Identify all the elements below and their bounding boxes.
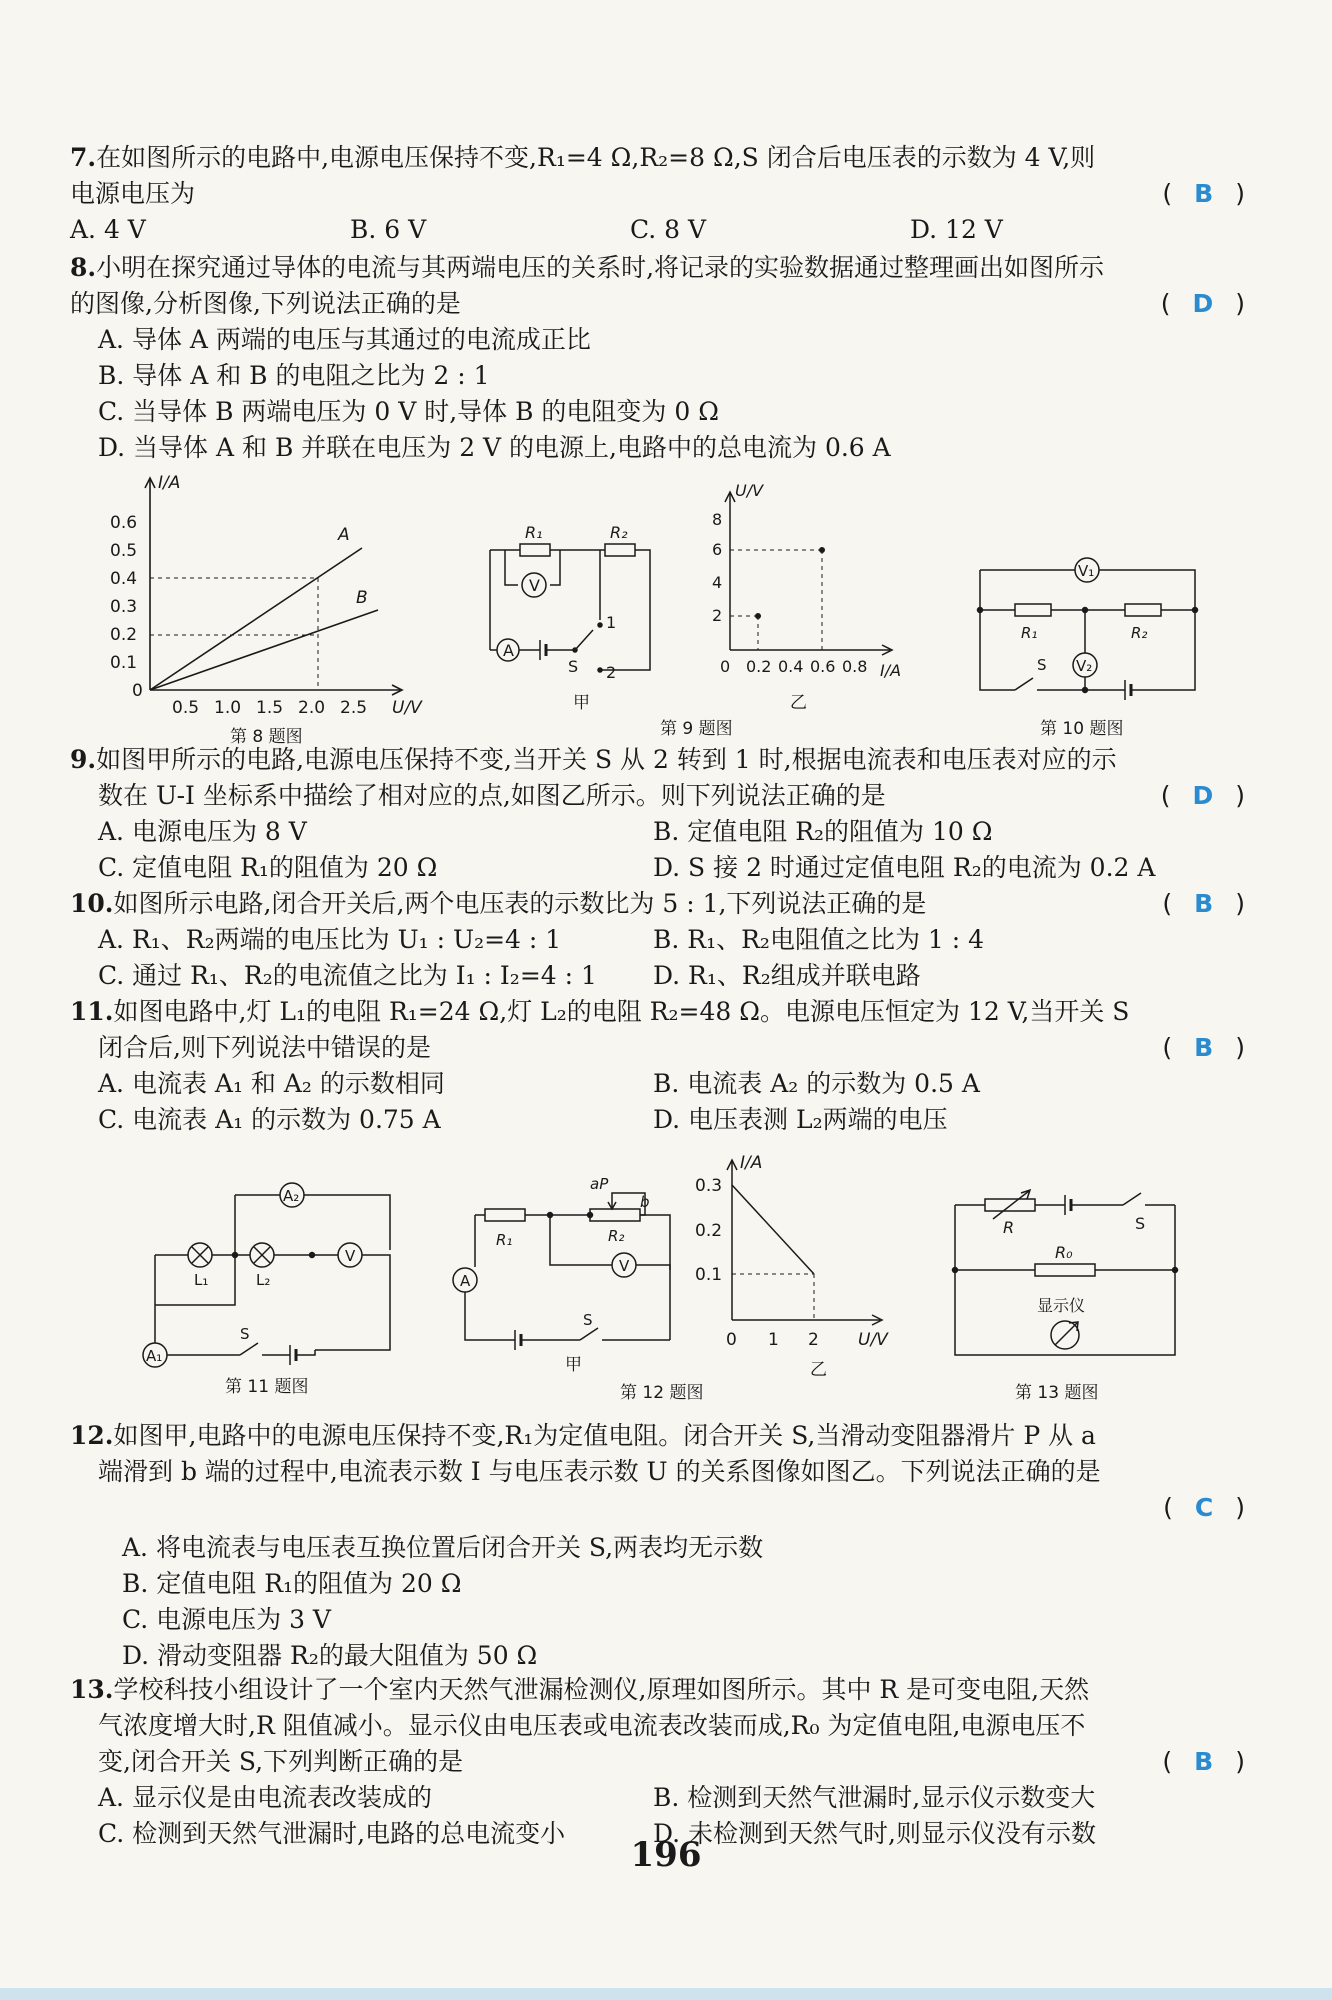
y-axis-label: U/V: [735, 481, 764, 500]
option-c: C. 电流表 A₁ 的示数为 0.75 A: [98, 1105, 441, 1134]
figure-12-jia-label: 甲: [565, 1355, 582, 1375]
x-axis-label: U/V: [392, 698, 422, 718]
i-u-line: [732, 1185, 814, 1274]
y-tick: 0.6: [110, 513, 138, 533]
option-c: C. 检测到天然气泄漏时,电路的总电流变小: [98, 1819, 566, 1848]
line-a-label: A: [338, 525, 350, 545]
resistor-r0: [1035, 1264, 1095, 1276]
r2-label: R₂: [610, 523, 628, 542]
a2-label: A₂: [283, 1187, 300, 1205]
question-text: 端滑到 b 端的过程中,电流表示数 I 与电压表示数 U 的关系图像如图乙。下列说法正确的是: [98, 1457, 1101, 1486]
slider-a-p-label: aP: [590, 1175, 609, 1193]
line-b: [150, 610, 378, 690]
question-text: 小明在探究通过导体的电流与其两端电压的关系时,将记录的实验数据通过整理画出如图所示: [96, 253, 1105, 282]
resistor-r1: [485, 1209, 525, 1221]
a1-label: A₁: [146, 1347, 163, 1365]
option-b: B. 定值电阻 R₁的阻值为 20 Ω: [122, 1569, 462, 1598]
x-tick: 1: [768, 1330, 779, 1350]
answer-bracket: ( D ): [1160, 289, 1245, 318]
r-label: R: [1003, 1218, 1015, 1237]
question-13: [70, 1672, 1245, 1852]
switch-blade: [580, 1328, 598, 1340]
option-d: D. R₁、R₂组成并联电路: [653, 961, 921, 990]
option-c: C. 电源电压为 3 V: [122, 1605, 331, 1634]
question-text: 数在 U-I 坐标系中描绘了相对应的点,如图乙所示。则下列说法正确的是: [98, 781, 886, 810]
option-b: B. 定值电阻 R₂的阻值为 10 Ω: [653, 817, 993, 846]
x-tick: 1.0: [214, 698, 242, 718]
figure-13-caption: 第 13 题图: [1015, 1383, 1099, 1403]
answer-bracket: ( B ): [1162, 179, 1245, 208]
question-text: 如图电路中,灯 L₁的电阻 R₁=24 Ω,灯 L₂的电阻 R₂=48 Ω。电源电压恒定为 12 V,当开关 S: [113, 997, 1130, 1026]
r2-label: R₂: [1131, 624, 1148, 642]
option-a: A. 将电流表与电压表互换位置后闭合开关 S,两表均无示数: [122, 1533, 764, 1562]
x-tick: 0.4: [778, 657, 804, 676]
option-a: A. 4 V: [70, 215, 146, 244]
answer-letter: D: [1192, 781, 1214, 810]
y-tick: 0.3: [110, 597, 138, 617]
question-text: 如图甲,电路中的电源电压保持不变,R₁为定值电阻。闭合开关 S,当滑动变阻器滑片 P 从 a: [113, 1421, 1096, 1450]
question-text: 气浓度增大时,R 阻值减小。显示仪由电压表或电流表改装而成,R₀ 为定值电阻,电源电压不: [98, 1711, 1086, 1740]
y-tick: 8: [712, 510, 723, 529]
y-tick: 0.4: [110, 569, 138, 589]
option-b: B. 导体 A 和 B 的电阻之比为 2 : 1: [98, 361, 490, 390]
contact-1-label: 1: [606, 613, 617, 632]
switch-label: S: [1135, 1214, 1146, 1233]
option-d: D. S 接 2 时通过定值电阻 R₂的电流为 0.2 A: [653, 853, 1156, 882]
option-d: D. 12 V: [910, 215, 1003, 244]
point-s1: [819, 547, 825, 553]
option-c: C. 定值电阻 R₁的阻值为 20 Ω: [98, 853, 438, 882]
r0-label: R₀: [1055, 1243, 1073, 1262]
figure-10-caption: 第 10 题图: [1040, 719, 1124, 739]
switch-label: S: [568, 657, 579, 676]
figure-11-svg: [140, 1175, 400, 1365]
question-8: [70, 250, 1245, 466]
switch-label: S: [583, 1311, 593, 1329]
figure-12-yi-label: 乙: [810, 1360, 827, 1380]
bottom-edge: [0, 1988, 1332, 2000]
switch-label: S: [1037, 656, 1047, 674]
question-text: 的图像,分析图像,下列说法正确的是: [70, 289, 461, 318]
option-a: A. 电流表 A₁ 和 A₂ 的示数相同: [98, 1069, 445, 1098]
figure-12-graph-svg: [690, 1150, 900, 1350]
question-number: 9.: [70, 745, 97, 774]
figure-8-graph: [100, 470, 440, 720]
x-tick: 1.5: [256, 698, 284, 718]
option-b: B. 电流表 A₂ 的示数为 0.5 A: [653, 1069, 980, 1098]
resistor-r1: [520, 544, 550, 556]
answer-letter: D: [1192, 289, 1214, 318]
option-d: D. 当导体 A 和 B 并联在电压为 2 V 的电源上,电路中的总电流为 0.6 A: [98, 433, 891, 462]
figure-9-caption: 第 9 题图: [660, 719, 733, 739]
option-b: B. 检测到天然气泄漏时,显示仪示数变大: [653, 1783, 1096, 1812]
y-tick: 0.3: [695, 1176, 723, 1196]
x-axis-label: U/V: [858, 1330, 888, 1350]
x-tick: 2: [808, 1330, 819, 1350]
point-s2: [755, 613, 761, 619]
r2-label: R₂: [608, 1227, 625, 1245]
y-tick: 0: [132, 681, 143, 701]
question-number: 13.: [70, 1675, 114, 1704]
figure-13-svg: [945, 1185, 1195, 1365]
figure-10-svg: [975, 550, 1205, 710]
question-number: 7.: [70, 143, 97, 172]
figure-8: [100, 470, 440, 720]
switch-blade: [240, 1343, 258, 1355]
x-tick: 0.5: [172, 698, 200, 718]
option-c: C. 8 V: [630, 215, 707, 244]
y-tick: 0.1: [695, 1265, 723, 1285]
question-text: 学校科技小组设计了一个室内天然气泄漏检测仪,原理如图所示。其中 R 是可变电阻,天然: [113, 1675, 1090, 1704]
option-d: D. 电压表测 L₂两端的电压: [653, 1105, 948, 1134]
line-a: [150, 548, 362, 690]
figure-10: [975, 550, 1205, 710]
answer-bracket: ( B ): [1162, 1033, 1245, 1062]
y-tick: 4: [712, 573, 723, 592]
option-c: C. 当导体 B 两端电压为 0 V 时,导体 B 的电阻变为 0 Ω: [98, 397, 719, 426]
x-tick: 2.0: [298, 698, 326, 718]
answer-letter: C: [1194, 1493, 1214, 1522]
switch-label: S: [240, 1325, 250, 1343]
y-tick: 0.5: [110, 541, 138, 561]
x-axis-label: I/A: [880, 661, 902, 680]
figure-9-graph-svg: [700, 480, 900, 680]
line-b-label: B: [356, 588, 368, 608]
question-text: 如图所示电路,闭合开关后,两个电压表的示数比为 5 : 1,下列说法正确的是: [113, 889, 927, 918]
answer-letter: B: [1194, 889, 1214, 918]
question-text: 在如图所示的电路中,电源电压保持不变,R₁=4 Ω,R₂=8 Ω,S 闭合后电压表的示数为 4 V,则: [96, 143, 1096, 172]
r1-label: R₁: [525, 523, 543, 542]
figure-9-circuit: [480, 520, 660, 700]
l2-label: L₂: [256, 1271, 271, 1289]
figure-11: [140, 1175, 400, 1365]
y-axis-label: I/A: [158, 473, 181, 493]
question-text: 如图甲所示的电路,电源电压保持不变,当开关 S 从 2 转到 1 时,根据电流表和电压表对应的示: [96, 745, 1117, 774]
option-d: D. 未检测到天然气时,则显示仪没有示数: [653, 1819, 1096, 1848]
figure-9-jia-label: 甲: [573, 693, 590, 713]
question-9: [70, 742, 1245, 886]
switch-blade: [1123, 1193, 1141, 1205]
v2-label: V₂: [1076, 657, 1093, 675]
page-number: 196: [630, 1835, 702, 1875]
answer-bracket: ( B ): [1162, 1747, 1245, 1776]
y-tick: 0.1: [110, 653, 138, 673]
option-b: B. R₁、R₂电阻值之比为 1 : 4: [653, 925, 985, 954]
x-tick: 2.5: [340, 698, 368, 718]
x-tick: 0: [720, 657, 731, 676]
figure-8-caption: 第 8 题图: [230, 727, 303, 747]
x-tick: 0.8: [842, 657, 868, 676]
question-number: 10.: [70, 889, 114, 918]
option-c: C. 通过 R₁、R₂的电流值之比为 I₁ : I₂=4 : 1: [98, 961, 597, 990]
option-a: A. 导体 A 两端的电压与其通过的电流成正比: [98, 325, 591, 354]
y-tick: 0.2: [695, 1221, 723, 1241]
y-tick: 0.2: [110, 625, 138, 645]
question-11: [70, 994, 1245, 1138]
question-text: 变,闭合开关 S,下列判断正确的是: [98, 1747, 464, 1776]
ammeter-label: A: [503, 641, 514, 660]
figure-11-caption: 第 11 题图: [225, 1377, 309, 1397]
y-axis-label: I/A: [740, 1153, 763, 1173]
question-7: [70, 140, 1245, 248]
voltmeter-label: V: [529, 576, 540, 595]
answer-bracket: ( B ): [1162, 889, 1245, 918]
answer-letter: B: [1194, 1033, 1214, 1062]
answer-letter: B: [1194, 1747, 1214, 1776]
slider-b-label: b: [640, 1193, 650, 1211]
switch-blade: [1015, 678, 1033, 690]
question-number: 12.: [70, 1421, 114, 1450]
question-12: [70, 1418, 1245, 1674]
figure-12-graph: [690, 1150, 900, 1350]
figure-12-circuit-svg: [440, 1175, 680, 1365]
options: [70, 212, 1245, 248]
figure-9-graph: [700, 480, 900, 680]
y-tick: 6: [712, 540, 723, 559]
option-d: D. 滑动变阻器 R₂的最大阻值为 50 Ω: [122, 1641, 538, 1670]
rheostat-r2: [590, 1209, 640, 1221]
r1-label: R₁: [496, 1231, 513, 1249]
contact-2-label: 2: [606, 663, 617, 682]
v1-label: V₁: [1078, 562, 1095, 580]
y-tick: 2: [712, 606, 723, 625]
switch-blade: [575, 630, 593, 650]
resistor-r1: [1015, 604, 1051, 616]
voltmeter-label: V: [619, 1257, 630, 1275]
question-text: 闭合后,则下列说法中错误的是: [98, 1033, 431, 1062]
option-b: B. 6 V: [350, 215, 427, 244]
x-tick: 0: [726, 1330, 737, 1350]
x-tick: 0.2: [746, 657, 772, 676]
question-number: 8.: [70, 253, 97, 282]
figure-12-caption: 第 12 题图: [620, 1383, 704, 1403]
option-a: A. R₁、R₂两端的电压比为 U₁ : U₂=4 : 1: [98, 925, 562, 954]
voltmeter-label: V: [345, 1247, 356, 1265]
answer-bracket: ( C ): [1163, 1493, 1245, 1522]
figure-13: [945, 1185, 1195, 1365]
answer-bracket: ( D ): [1160, 781, 1245, 810]
figure-12-circuit: [440, 1175, 680, 1365]
figure-9-circuit-svg: [480, 520, 660, 700]
l1-label: L₁: [194, 1271, 209, 1289]
option-a: A. 电源电压为 8 V: [98, 817, 307, 846]
option-a: A. 显示仪是由电流表改装成的: [98, 1783, 432, 1812]
x-tick: 0.6: [810, 657, 836, 676]
figure-9-yi-label: 乙: [790, 693, 807, 713]
ammeter-label: A: [460, 1272, 471, 1290]
display-label: 显示仪: [1037, 1296, 1086, 1315]
r1-label: R₁: [1021, 624, 1038, 642]
resistor-r2: [1125, 604, 1161, 616]
answer-letter: B: [1194, 179, 1214, 208]
question-text: 电源电压为: [70, 179, 196, 208]
question-10: [70, 886, 1245, 994]
resistor-r2: [605, 544, 635, 556]
question-number: 11.: [70, 997, 114, 1026]
